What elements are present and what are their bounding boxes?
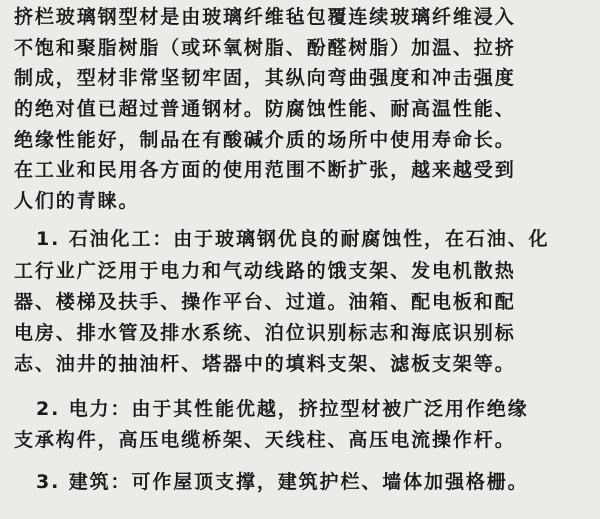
intro-line: 制成，型材非常坚韧牢固，其纵向弯曲强度和冲击强度 [14,67,516,89]
item-3-line: 3. 建筑：可作屋顶支撑，建筑护栏、墙体加强格栅。 [36,471,529,493]
item-2-line: 2. 电力：由于其性能优越，挤拉型材被广泛用作绝缘 [36,398,529,420]
intro-line: 人们的青睐。 [14,190,140,212]
item-1-line: 志、油井的抽油杆、塔器中的填料支架、滤板支架等。 [14,353,516,375]
intro-line: 不饱和聚脂树脂（或环氧树脂、酚醛树脂）加温、拉挤 [14,37,516,59]
intro-line: 挤栏玻璃钢型材是由玻璃纤维毡包覆连续玻璃纤维浸入 [14,6,516,28]
item-2-line: 支承构件，高压电缆桥架、天线柱、高压电流操作杆。 [14,429,516,451]
item-1-line: 工行业广泛用于电力和气动线路的饿支架、发电机散热 [14,260,516,282]
item-1-line: 器、楼梯及扶手、操作平台、过道。油箱、配电板和配 [14,291,516,313]
intro-line: 的绝对值已超过普通钢材。防腐蚀性能、耐高温性能、 [14,98,516,120]
item-1-line: 1. 石油化工：由于玻璃钢优良的耐腐蚀性，在石油、化 [36,228,550,250]
item-1-line: 电房、排水管及排水系统、泊位识别标志和海底识别标 [14,322,516,344]
intro-line: 在工业和民用各方面的使用范围不断扩张，越来越受到 [14,159,516,181]
intro-line: 绝缘性能好，制品在有酸碱介质的场所中使用寿命长。 [14,129,516,151]
